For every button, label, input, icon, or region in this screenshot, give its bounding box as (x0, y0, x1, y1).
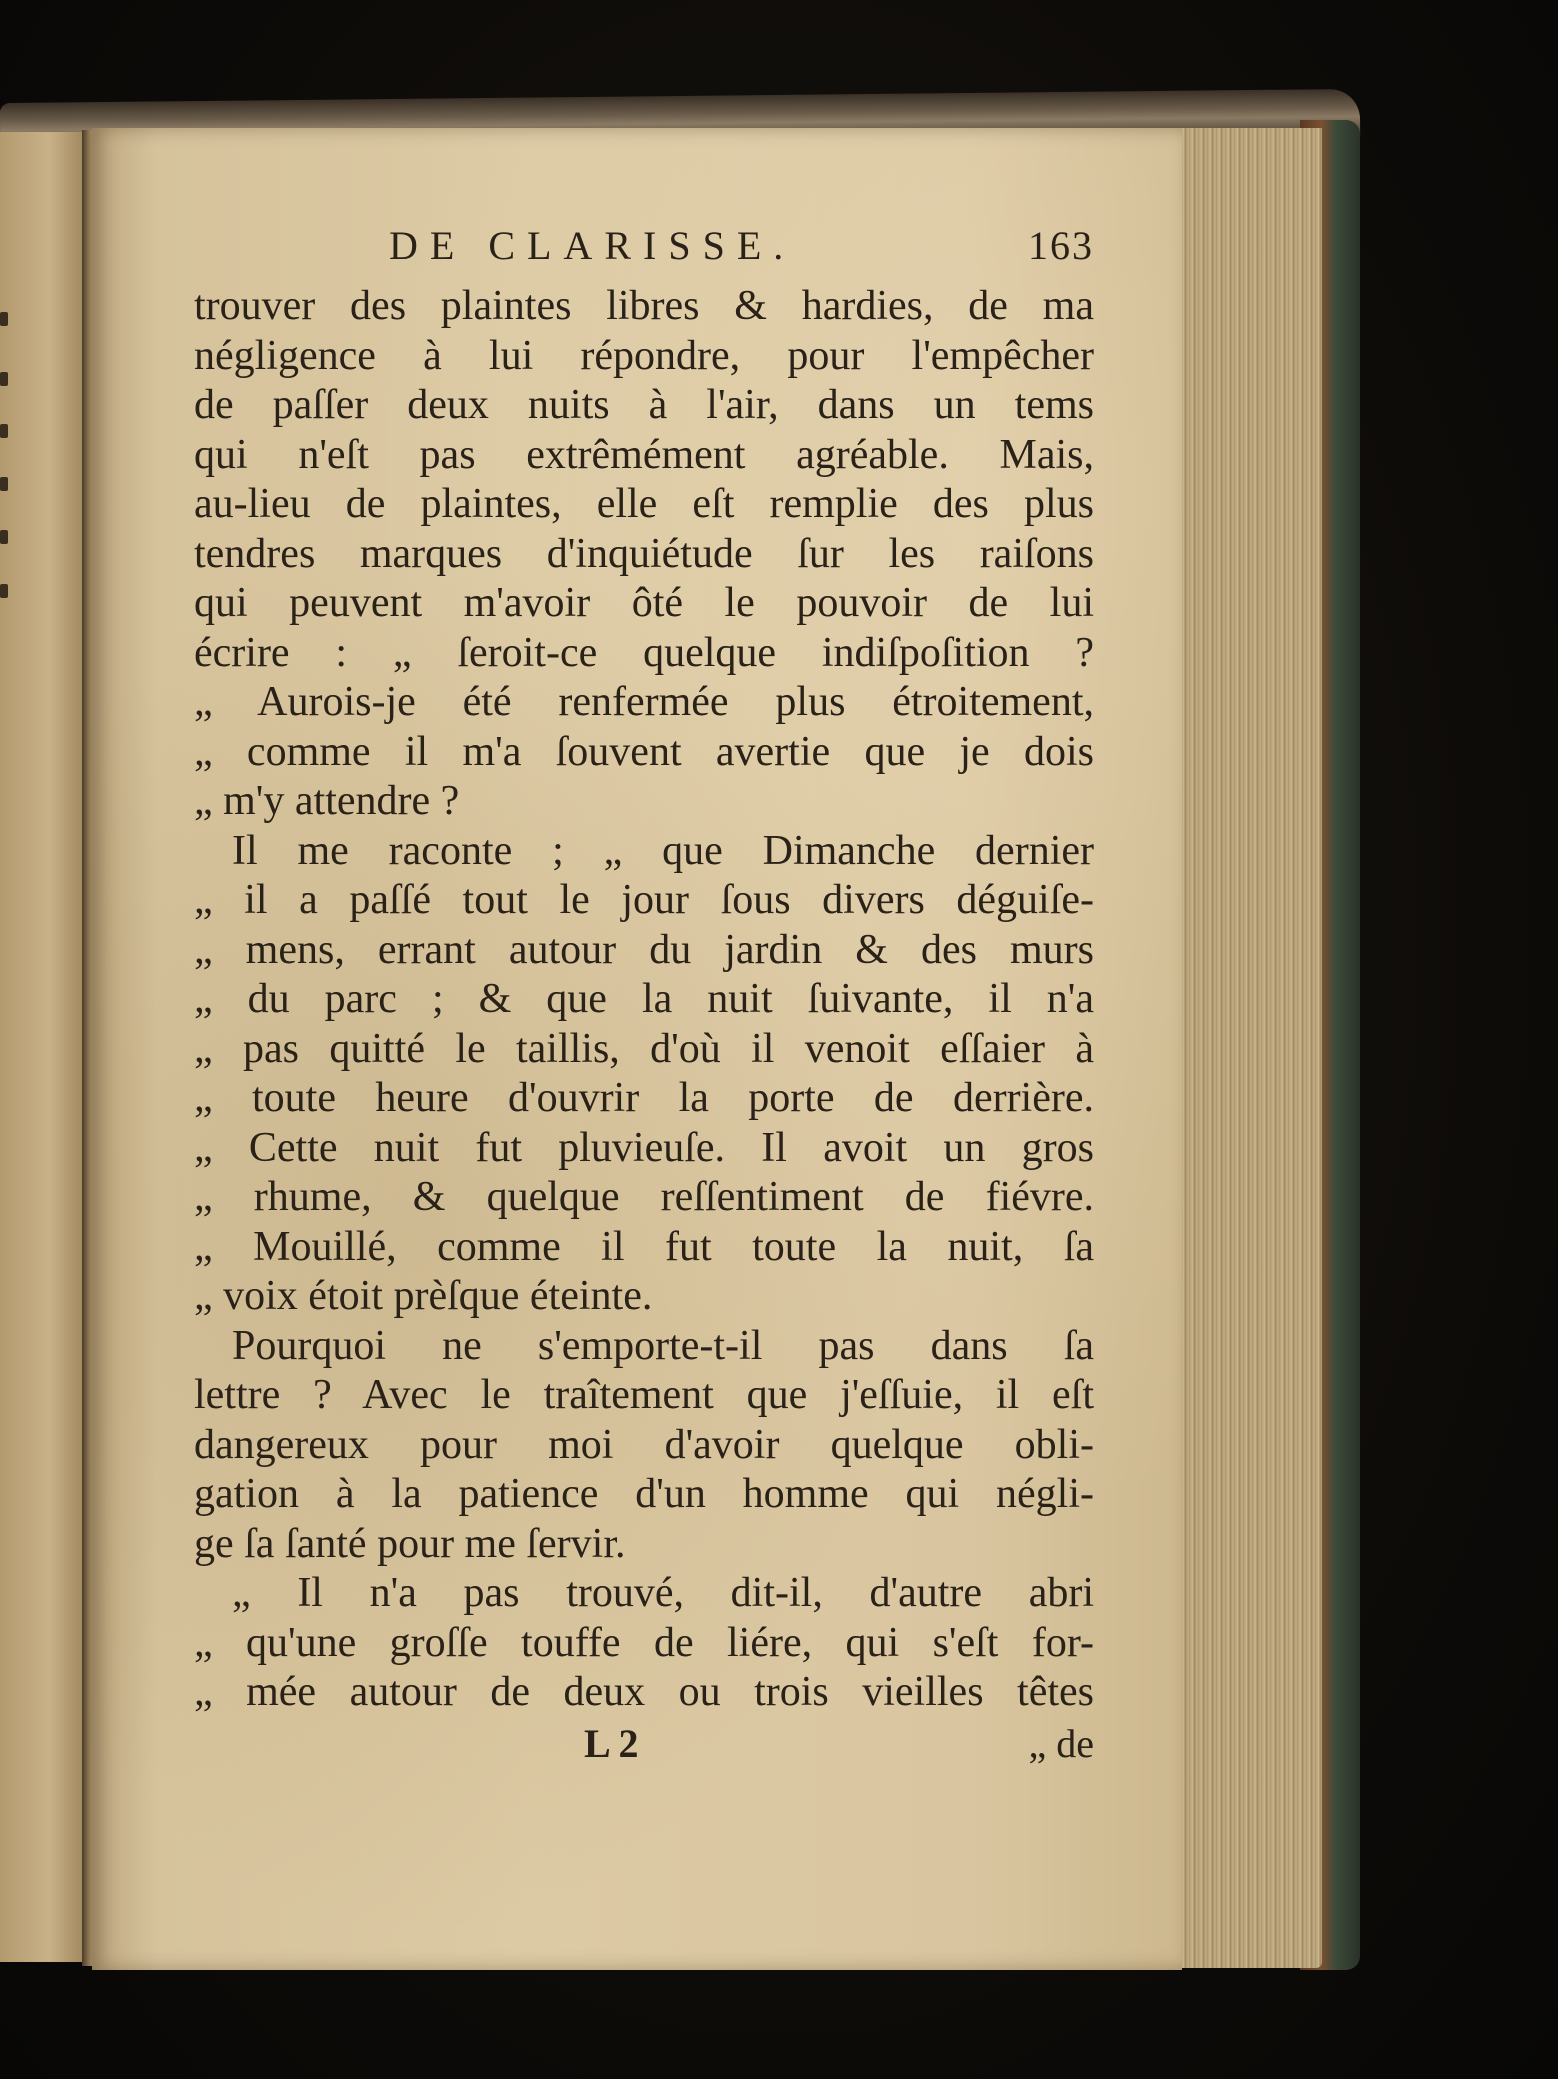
text-line: négligence à lui répondre, pour l'empêcher (194, 332, 1094, 379)
text-line: „ Mouillé, comme il fut toute la nuit, ſa (194, 1223, 1094, 1270)
signature-mark: L 2 (584, 1720, 639, 1766)
text-line: de paſſer deux nuits à l'air, dans un tems (194, 382, 1094, 428)
left-page-letter-fragment (0, 477, 8, 491)
text-line: Il me raconte ; „ que Dimanche dernier (232, 827, 1094, 874)
left-page-letter-fragment (0, 312, 8, 326)
left-page-letter-fragment (0, 372, 8, 386)
text-line: „ Aurois-je été renfermée plus étroitement, (194, 679, 1094, 725)
catchword: „ de (1028, 1720, 1094, 1766)
text-line: trouver des plaintes libres & hardies, de ma (194, 283, 1094, 329)
text-line: Pourquoi ne s'emporte-t-il pas dans ſa (232, 1322, 1094, 1369)
text-line: „ Cette nuit fut pluvieuſe. Il avoit un gros (194, 1124, 1094, 1171)
page-text-block (194, 222, 1094, 1776)
text-line: écrire : „ ſeroit-ce quelque indiſpoſition ? (194, 629, 1094, 676)
text-line: „ Il n'a pas trouvé, dit-il, d'autre abri (232, 1570, 1094, 1616)
text-line: au-lieu de plaintes, elle eſt remplie des plus (194, 481, 1094, 527)
text-line: gation à la patience d'un homme qui négli- (194, 1471, 1094, 1517)
book-page (92, 128, 1182, 1970)
page-header (194, 222, 1094, 282)
text-line: „ toute heure d'ouvrir la porte de derrière. (194, 1075, 1094, 1121)
left-facing-page (0, 132, 88, 1962)
left-page-letter-fragment (0, 530, 8, 544)
text-line: „ du parc ; & que la nuit ſuivante, il n'a (194, 976, 1094, 1022)
text-line: tendres marques d'inquiétude ſur les raiſons (194, 530, 1094, 577)
text-line: „ il a paſſé tout le jour ſous divers déguiſe- (194, 877, 1094, 923)
page-number: 163 (1028, 223, 1094, 268)
text-line: „ comme il m'a ſouvent avertie que je dois (194, 728, 1094, 775)
left-page-letter-fragment (0, 584, 8, 598)
text-line: qui peuvent m'avoir ôté le pouvoir de lui (194, 580, 1094, 626)
text-line: „ mens, errant autour du jardin & des murs (194, 926, 1094, 973)
text-line: qui n'eſt pas extrêmément agréable. Mais, (194, 431, 1094, 478)
text-line: „ mée autour de deux ou trois vieilles têtes (194, 1669, 1094, 1715)
page-stack-edges (1172, 128, 1322, 1968)
text-line: „ qu'une groſſe touffe de liére, qui s'eſt for- (194, 1619, 1094, 1666)
text-line: „ rhume, & quelque reſſentiment de fiévre. (194, 1174, 1094, 1220)
text-line: lettre ? Avec le traîtement que j'eſſuie, il eſt (194, 1372, 1094, 1418)
text-line: ge ſa ſanté pour me ſervir. (194, 1520, 626, 1567)
left-page-letter-fragment (0, 424, 8, 438)
page-footer (194, 1720, 1094, 1776)
running-head: DE CLARISSE. (389, 223, 796, 268)
text-line: dangereux pour moi d'avoir quelque obli- (194, 1421, 1094, 1468)
text-line: „ pas quitté le taillis, d'où il venoit eſſaier à (194, 1025, 1094, 1072)
text-line: „ m'y attendre ? (194, 778, 460, 824)
text-line: „ voix étoit prèſque éteinte. (194, 1273, 653, 1319)
